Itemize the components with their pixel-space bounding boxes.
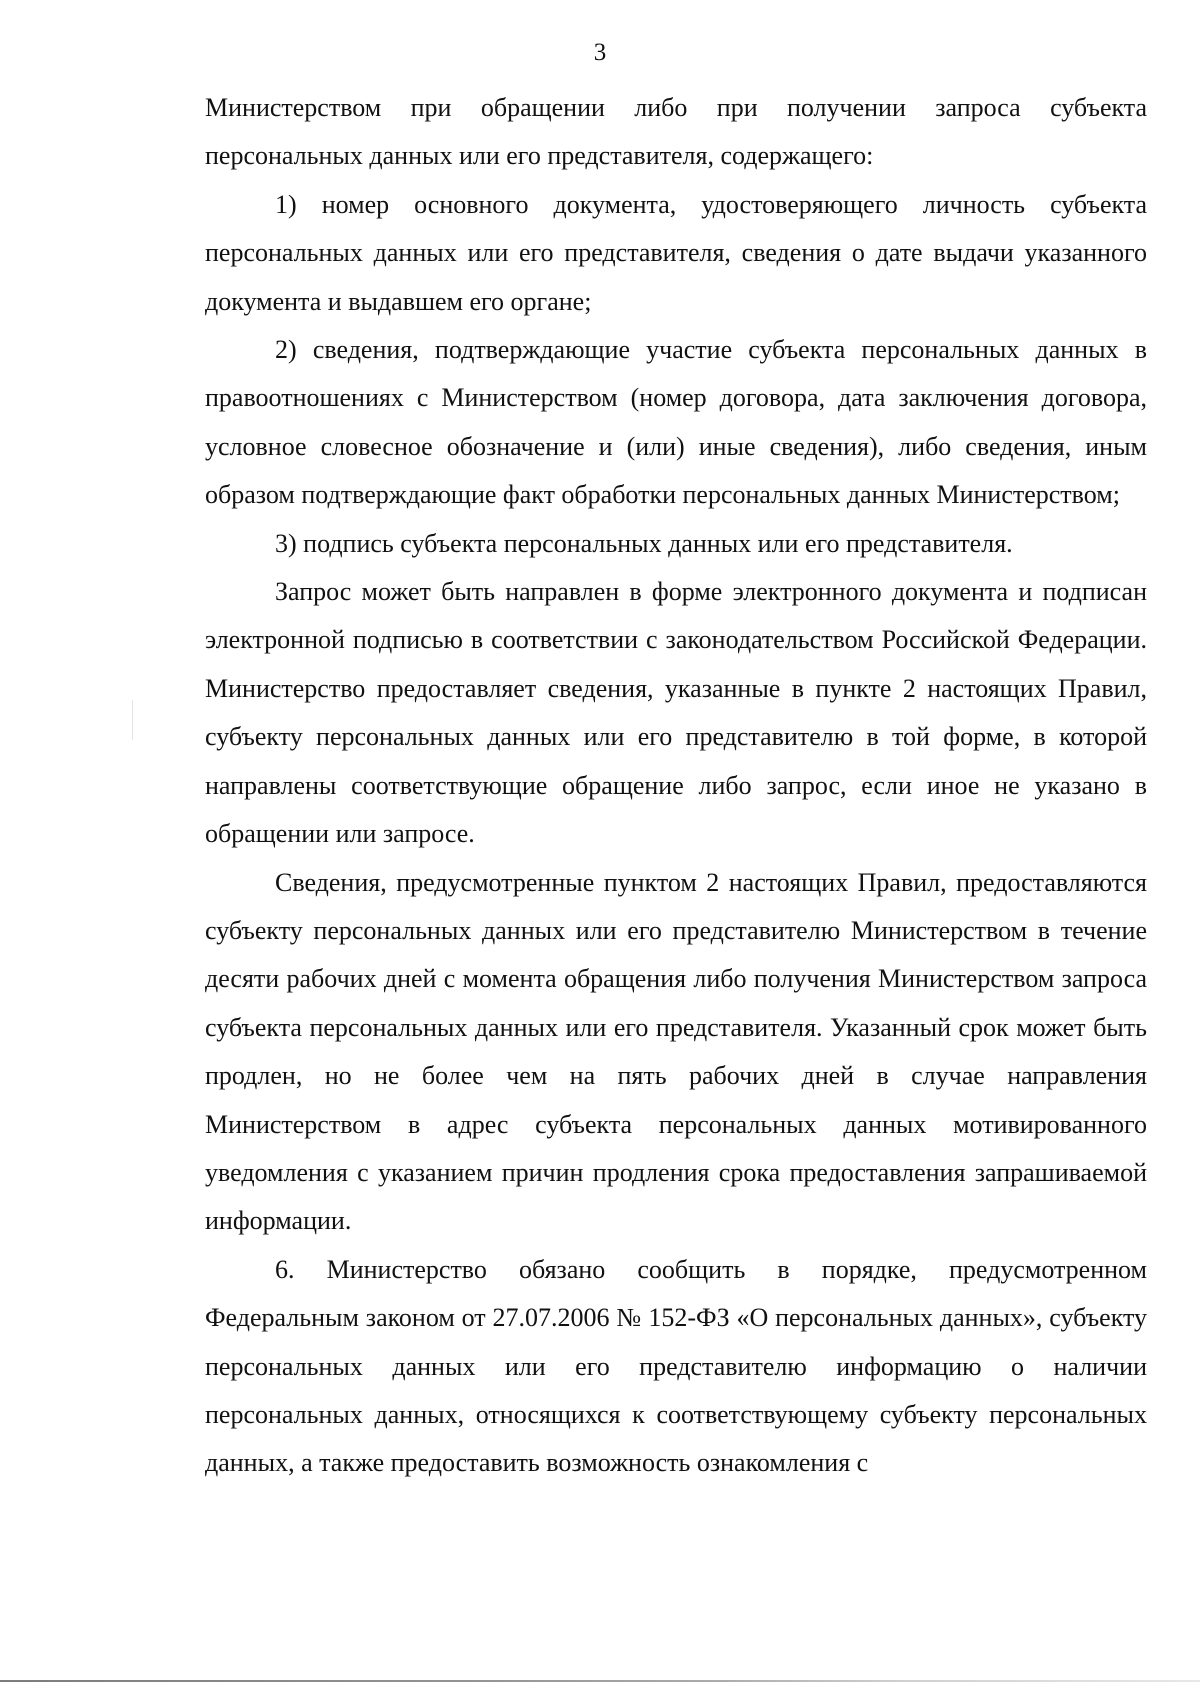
list-item-1: 1) номер основного документа, удостоверяющего личность субъекта персональных данных или его представителя, сведения о дате выдачи указанного документа и выдавшем его органе; [205, 189, 1147, 316]
paragraph-deadline: Сведения, предусмотренные пунктом 2 настоящих Правил, предоставляются субъекту персональных данных или его представителю Министерством в течение десяти рабочих дней с момента обращения либо получения Министерством запроса субъекта персональных данных или его представителя. Указанный срок может быть продлен, но не более чем на пять рабочих дней в случае направления Министерством в адрес субъекта персональных данных мотивированного уведомления с указанием причин продления срока предоставления запрашиваемой информации. [205, 867, 1147, 1236]
document-body [205, 84, 1147, 1488]
list-item-3: 3) подпись субъекта персональных данных или его представителя. [275, 528, 1013, 558]
scan-artifact-mark [132, 700, 133, 740]
paragraph-continuation: Министерством при обращении либо при получении запроса субъекта персональных данных или его представителя, содержащего: [205, 93, 1147, 171]
list-item-2: 2) сведения, подтверждающие участие субъекта персональных данных в правоотношениях с Министерством (номер договора, дата заключения договора, условное словесное обозначение и (или) иные сведения), либо сведения, иным образом подтверждающие факт обработки персональных данных Министерством; [205, 335, 1147, 510]
paragraph-electronic-request: Запрос может быть направлен в форме электронного документа и подписан электронной подписью в соответствии с законодательством Российской Федерации. Министерство предоставляет сведения, указанные в пункте 2 настоящих Правил, субъекту персональных данных или его представителю в той форме, в которой направлены соответствующие обращение либо запрос, если иное не указано в обращении или запросе. [205, 577, 1147, 849]
scan-bottom-edge [0, 1680, 1200, 1682]
paragraph-item-6: 6. Министерство обязано сообщить в порядке, предусмотренном Федеральным законом от 27.07.2006 № 152-ФЗ «О персональных данных», субъекту персональных данных или его представителю информацию о наличии персональных данных, относящихся к соответствующему субъекту персональных данных, а также предоставить возможность ознакомления с [205, 1254, 1147, 1478]
page-number: 3 [593, 39, 607, 66]
